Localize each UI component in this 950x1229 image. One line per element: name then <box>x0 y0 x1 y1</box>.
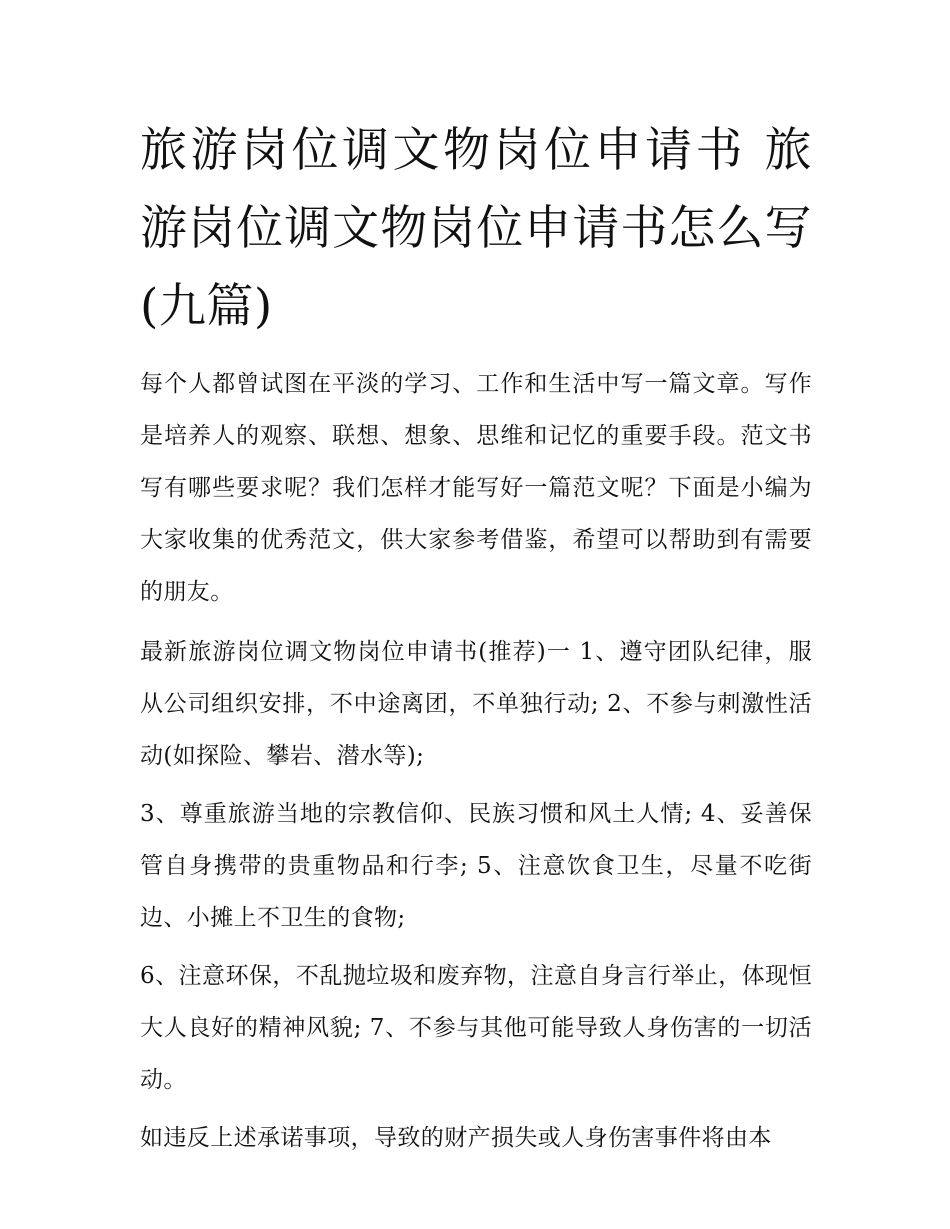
pledge-items-6-7-paragraph: 6、注意环保，不乱抛垃圾和废弃物，注意自身言行举止，体现恒大人良好的精神风貌; 7、不参与其他可能导致人身伤害的一切活动。 <box>140 963 812 1093</box>
pledge-items-3-5-paragraph: 3、尊重旅游当地的宗教信仰、民族习惯和风土人情; 4、妥善保管自身携带的贵重物品和行李; 5、注意饮食卫生，尽量不吃街边、小摊上不卫生的食物; <box>140 801 812 931</box>
document-title: 旅游岗位调文物岗位申请书 旅游岗位调文物岗位申请书怎么写(九篇) <box>140 123 812 334</box>
intro-paragraph: 每个人都曾试图在平淡的学习、工作和生活中写一篇文章。写作是培养人的观察、联想、想象、思维和记忆的重要手段。范文书写有哪些要求呢？我们怎样才能写好一篇范文呢？下面是小编为大家收集的优秀范文，供大家参考借鉴，希望可以帮助到有需要的朋友。 <box>140 371 812 605</box>
closing-paragraph: 如违反上述承诺事项，导致的财产损失或人身伤害事件将由本 <box>140 1125 772 1151</box>
document-body <box>140 112 812 1164</box>
pledge-items-1-2-paragraph: 最新旅游岗位调文物岗位申请书(推荐)一 1、遵守团队纪律，服从公司组织安排，不中途离团，不单独行动; 2、不参与刺激性活动(如探险、攀岩、潜水等); <box>140 639 812 769</box>
